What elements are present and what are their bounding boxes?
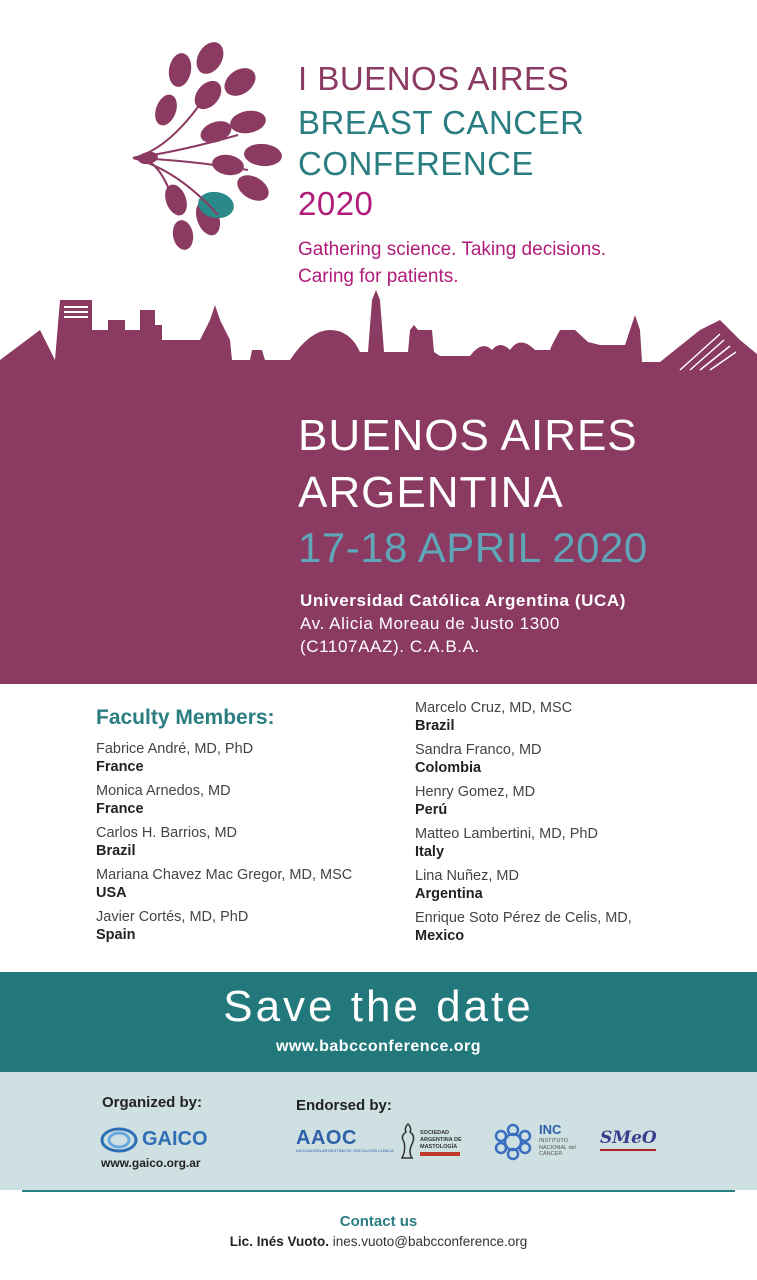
inc-name: INC xyxy=(539,1122,562,1137)
member-country: Colombia xyxy=(415,760,482,776)
mastologia-bar xyxy=(420,1152,460,1156)
contact-details xyxy=(0,1234,757,1249)
member-country: Brazil xyxy=(415,718,455,734)
inc-subtitle: INSTITUTO NACIONAL del CÁNCER xyxy=(539,1138,576,1157)
member-country: Mexico xyxy=(415,928,465,944)
member-name: Matteo Lambertini, MD, PhD xyxy=(415,826,598,842)
faculty-heading: Faculty Members: xyxy=(96,706,275,729)
member-country: Perú xyxy=(415,802,448,818)
member-country: Brazil xyxy=(96,843,136,859)
faculty-member xyxy=(415,825,745,867)
member-name: Javier Cortés, MD, PhD xyxy=(96,909,249,925)
faculty-member xyxy=(415,909,745,951)
mastologia-name: SOCIEDAD ARGENTINA DE MASTOLOGÍA xyxy=(420,1130,462,1150)
member-name: Fabrice André, MD, PhD xyxy=(96,741,254,757)
mastologia-figure-icon xyxy=(398,1122,418,1160)
tagline-line-1: Gathering science. Taking decisions. xyxy=(298,239,607,260)
member-name: Sandra Franco, MD xyxy=(415,742,542,758)
smeo-logo[interactable] xyxy=(600,1128,660,1156)
faculty-member xyxy=(96,866,426,908)
faculty-member xyxy=(96,824,426,866)
conference-title-line-1: I BUENOS AIRES xyxy=(298,60,570,97)
gaico-logo[interactable] xyxy=(100,1124,215,1156)
gaico-name: GAICO xyxy=(142,1128,208,1150)
event-dates: 17-18 APRIL 2020 xyxy=(298,524,648,571)
aaoc-name: AAOC xyxy=(296,1127,357,1149)
smeo-underline xyxy=(600,1149,656,1151)
faculty-member xyxy=(96,908,426,950)
organized-by-label: Organized by: xyxy=(102,1094,203,1111)
mastologia-society-logo[interactable] xyxy=(398,1122,468,1162)
faculty-list-left xyxy=(96,740,426,950)
aaoc-logo[interactable] xyxy=(296,1127,394,1160)
contact-name: Lic. Inés Vuoto. xyxy=(229,1234,329,1249)
smeo-name: SMeO xyxy=(600,1128,657,1148)
venue-address-line-1: Av. Alicia Moreau de Justo 1300 xyxy=(300,614,560,633)
save-the-date-title: Save the date xyxy=(223,982,534,1031)
member-name: Mariana Chavez Mac Gregor, MD, MSC xyxy=(96,867,353,883)
endorsed-by-label: Endorsed by: xyxy=(296,1097,392,1114)
member-name: Carlos H. Barrios, MD xyxy=(96,825,237,841)
contact-heading: Contact us xyxy=(339,1213,418,1230)
faculty-member xyxy=(96,740,426,782)
conference-website-link[interactable]: www.babcconference.org xyxy=(275,1038,482,1055)
member-country: France xyxy=(96,801,144,817)
faculty-member xyxy=(415,867,745,909)
member-country: USA xyxy=(96,885,127,901)
faculty-member xyxy=(415,783,745,825)
faculty-list-right xyxy=(415,699,745,951)
city-skyline-illustration xyxy=(0,290,757,386)
inc-logo[interactable] xyxy=(491,1120,581,1164)
faculty-member xyxy=(96,782,426,824)
member-name: Lina Nuñez, MD xyxy=(415,868,519,884)
faculty-member xyxy=(415,699,745,741)
member-name: Enrique Soto Pérez de Celis, MD, xyxy=(415,910,632,926)
section-divider xyxy=(22,1190,735,1192)
member-name: Marcelo Cruz, MD, MSC xyxy=(415,700,573,716)
inc-flower-icon xyxy=(491,1122,535,1162)
city-name: BUENOS AIRES xyxy=(298,411,638,460)
member-name: Monica Arnedos, MD xyxy=(96,783,231,799)
conference-title-line-2: BREAST CANCER xyxy=(298,104,585,141)
aaoc-subtitle: ASOCIACIÓN ARGENTINA DE ONCOLOGÍA CLÍNICA xyxy=(296,1148,394,1153)
tagline-line-2: Caring for patients. xyxy=(298,266,459,287)
conference-title-line-3: CONFERENCE xyxy=(298,145,535,182)
member-country: Italy xyxy=(415,844,445,860)
venue-address-line-2: (C1107AAZ). C.A.B.A. xyxy=(300,637,480,656)
member-name: Henry Gomez, MD xyxy=(415,784,536,800)
venue-name: Universidad Católica Argentina (UCA) xyxy=(300,591,627,610)
conference-logo-icon xyxy=(128,40,288,255)
conference-title-year: 2020 xyxy=(298,185,374,222)
faculty-member xyxy=(415,741,745,783)
member-country: Argentina xyxy=(415,886,483,902)
member-country: France xyxy=(96,759,144,775)
contact-email-link[interactable]: ines.vuoto@babcconference.org xyxy=(332,1234,528,1249)
country-name: ARGENTINA xyxy=(298,468,564,517)
gaico-website[interactable]: www.gaico.org.ar xyxy=(101,1156,201,1170)
gaico-swirl-icon xyxy=(100,1126,138,1154)
member-country: Spain xyxy=(96,927,136,943)
